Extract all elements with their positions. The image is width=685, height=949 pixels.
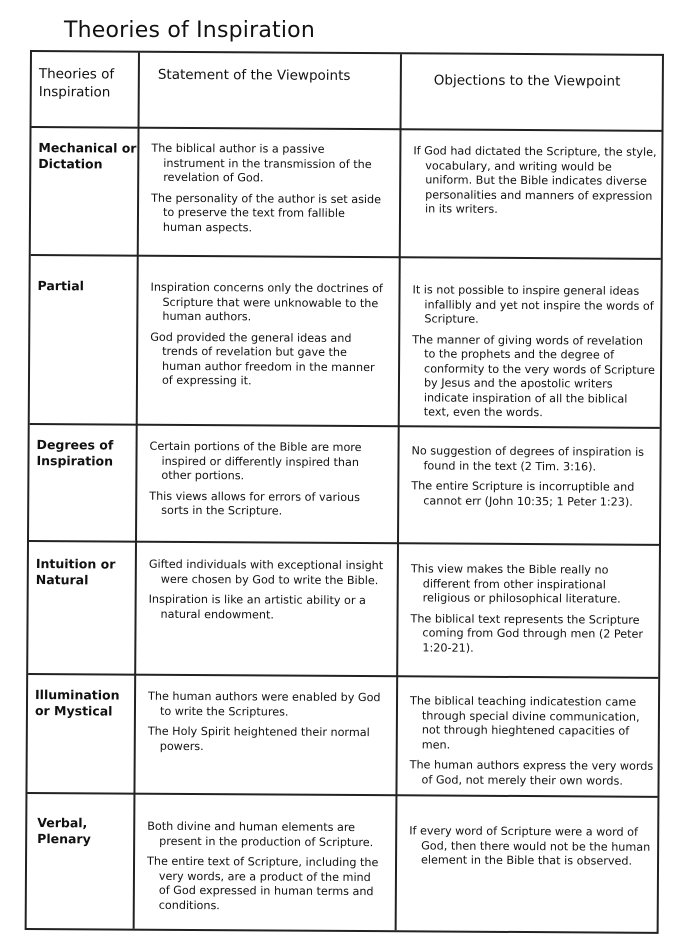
theory-name: Illumination or Mystical bbox=[34, 687, 120, 719]
statement-cell bbox=[150, 281, 387, 396]
statement-text: Inspiration is like an artistic ability or a natural endowment. bbox=[148, 592, 366, 622]
objection-text: The biblical text represents the Scripture coming from God through men (2 Peter 1:20-21). bbox=[410, 611, 644, 655]
objection-text: No suggestion of degrees of inspiration is found in the text (2 Tim. 3:16). bbox=[411, 444, 645, 473]
statement-cell bbox=[151, 142, 388, 242]
theories-table bbox=[25, 50, 664, 934]
objection-text: The biblical teaching indicatestion came through special divine communication, not through hieghtened capacities of men. bbox=[409, 694, 640, 752]
page-title: Theories of Inspiration bbox=[64, 18, 315, 43]
objection-cell bbox=[411, 444, 655, 515]
statement-text: The biblical author is a passive instrument in the transmission of the revelation of God. bbox=[151, 141, 372, 185]
objection-cell bbox=[409, 824, 653, 875]
objection-text: The entire Scripture is incorruptible and cannot err (John 10:35; 1 Peter 1:23). bbox=[411, 479, 635, 509]
header-objections: Objections to the Viewpoint bbox=[433, 72, 621, 90]
statement-text: Gifted individuals with exceptional insight were chosen by God to write the Bible. bbox=[148, 557, 384, 587]
objection-text: The manner of giving words of revelation to the prophets and the degree of conformity to the very words of Scripture by Jesus and the apostolic writers indicate inspiration of all the biblical text, even the words. bbox=[412, 332, 655, 420]
objection-text: It is not possible to inspire general ideas infallibly and yet not inspire the words of Scripture. bbox=[412, 283, 654, 326]
theory-name: Degrees of Inspiration bbox=[36, 437, 114, 469]
statement-text: This views allows for errors of various sorts in the Scripture. bbox=[149, 489, 361, 518]
statement-text: The Holy Spirit heightened their normal powers. bbox=[147, 724, 370, 753]
statement-text: God provided the general ideas and trends of revelation but gave the human author freedom in the manner of expressing it. bbox=[150, 330, 375, 388]
statement-text: The personality of the author is set aside to preserve the text from fallible human aspects. bbox=[151, 191, 382, 234]
objection-cell bbox=[412, 283, 657, 427]
objection-text: This view makes the Bible really no different from other inspirational religious or philosophical literature. bbox=[410, 562, 621, 606]
statement-text: The entire text of Scripture, including the very words, are a product of the mind of God expressed in human terms and conditions. bbox=[147, 854, 379, 912]
row-divider bbox=[29, 540, 659, 546]
theory-name: Mechanical or Dictation bbox=[38, 140, 137, 172]
row-divider bbox=[28, 673, 658, 679]
statement-cell bbox=[148, 690, 384, 761]
objection-cell bbox=[409, 694, 654, 794]
statement-text: Both divine and human elements are present in the production of Scripture. bbox=[147, 819, 374, 849]
objection-text: The human authors express the very words of God, not merely their own words. bbox=[409, 758, 654, 788]
theory-name: Intuition or Natural bbox=[35, 556, 116, 588]
theory-name: Partial bbox=[37, 278, 85, 294]
statement-text: The human authors were enabled by God to write the Scriptures. bbox=[148, 689, 381, 719]
header-theory: Theories of Inspiration bbox=[38, 66, 115, 101]
statement-cell bbox=[148, 558, 384, 629]
row-divider bbox=[31, 254, 661, 260]
column-divider bbox=[395, 54, 402, 930]
header-statement: Statement of the Viewpoints bbox=[157, 66, 351, 84]
objection-text: If every word of Scripture were a word of God, then there would not be the human element in the Bible that is observed. bbox=[409, 824, 651, 868]
row-divider bbox=[32, 126, 662, 132]
statement-cell bbox=[147, 820, 384, 920]
statement-cell bbox=[149, 440, 386, 526]
statement-text: Certain portions of the Bible are more inspired or differently inspired than other portions. bbox=[149, 439, 362, 483]
column-divider bbox=[133, 53, 140, 929]
objection-cell bbox=[410, 562, 655, 662]
statement-text: Inspiration concerns only the doctrines of Scripture that were unknowable to the human authors. bbox=[150, 280, 383, 324]
objection-text: If God had dictated the Scripture, the style, vocabulary, and writing would be uniform. But the Bible indicates diverse personalities and manners of expression in its writers. bbox=[413, 144, 657, 216]
theory-name: Verbal, Plenary bbox=[37, 815, 91, 847]
objection-cell bbox=[413, 144, 657, 224]
